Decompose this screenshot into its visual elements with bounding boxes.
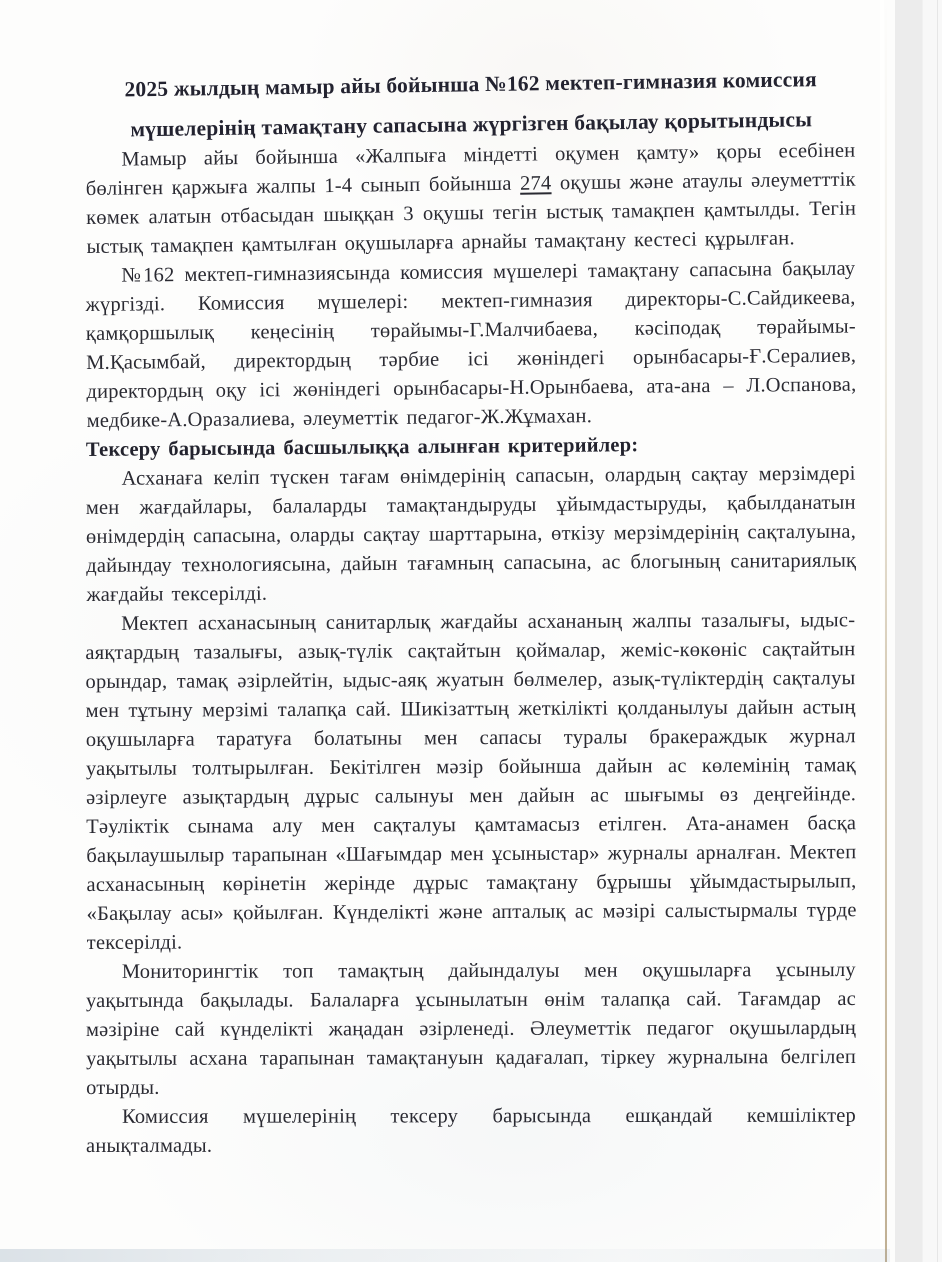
paragraph-monitoring: Мониторингтік топ тамақтың дайындалуы мен оқушыларға ұсынылу уақытында бақылады. Балаларға ұсынылатын өнім талапқа сай. Тағамдар ас мәзіріне сай күнделікті жаңадан әзірленеді. Әлеуметтік педагог оқушылардың уақытылы асхана тарапынан тамақтануын қадағалап, тіркеу журналына белгілеп отырды. — [85, 958, 857, 1099]
criteria-heading: Тексеру барысында басшылыққа алынған критерийлер: — [85, 434, 639, 461]
paragraph-conclusion: Комиссия мүшелерінің тексеру барысында ешқандай кемшіліктер анықталмады. — [86, 1104, 856, 1157]
scanner-right-strip — [922, 0, 942, 1262]
document-title — [84, 59, 857, 150]
paragraph-funding — [85, 137, 856, 262]
paragraph-canteen-condition: Мектеп асханасының санитарлық жағдайы асхананың жалпы тазалығы, ыдыс-аяқтардың тазалығы, азық-түлік сақтайтын қоймалар, жеміс-көкөніс сақтайтын орындар, тамақ әзірлейтін, ыдыс-аяқ жуатын бөлмелер, азық-түліктердің сақталуы мен тұтыну мерзімі талапқа сай. Шикізаттың жеткілікті қолданылуы дайын астың оқушыларға таратуға болатыны мен сапасы туралы бракераждык журнал уақытылы толтырылған. Бекітілген мәзір бойынша дайын ас көлемінің тамақ әзірлеуге азықтардың дұрыс салынуы мен дайын ас шығымы өз деңгейінде. Тәуліктік сынама алу мен сақталуы қамтамасыз етілген. Ата-анамен басқа бақылаушылыр тарапынан «Шағымдар мен ұсыныстар» журналы арналған. Мектеп асханасының көрінетін жерінде дұрыс тамақтану бұрышы ұйымдастырылып, «Бақылау асы» қойылған. Күнделікті және апталық ас мәзірі салыстырмалы түрде тексерілді. — [85, 609, 857, 954]
bottom-scan-shadow — [0, 1249, 890, 1262]
paragraph-funding-post: оқушы және атаулы әлеуметттік көмек алатын отбасыдан шыққан 3 оқушы тегін ыстық тамақпен қамтылды. Тегін ыстық тамақпен қамтылған оқушыларға арнайы тамақтану кестесі құрылған. — [86, 168, 857, 258]
page-fold-highlight — [880, 0, 884, 1262]
paragraph-commission-members: №162 мектеп-гимназиясында комиссия мүшелері тамақтану сапасына бақылау жүргізді. Комиссия мүшелері: мектеп-гимназия директоры-С.Сайдикеева, қамқоршылық кеңесінің төрайымы-Г.Малчибаева, кәсіподақ төрайымы-М.Қасымбай, директордың тәрбие ісі жөніндегі орынбасары-Ғ.Сералиев, директордың оқу ісі жөніндегі орынбасары-Н.Орынбаева, ата-ана – Л.Оспанова, медбике-А.Оразалиева, әлеуметтік педагог-Ж.Жұмахан. — [85, 257, 857, 432]
document-title-line1: 2025 жылдың мамыр айы бойынша №162 мектеп-гимназия комиссия — [124, 67, 818, 102]
paragraph-funding-pre: Мамыр айы бойынша «Жалпыға міндетті оқумен қамту» қоры есебінен бөлінген қаржыға жалпы 1-4 сынып бойынша — [85, 139, 856, 201]
page-edge-line — [885, 0, 887, 1262]
document-title-line2: мүшелерінің тамақтану сапасына жүргізген бақылау қорытындысы — [130, 107, 813, 142]
document-body — [85, 139, 857, 1161]
scanner-gray-band — [895, 0, 922, 1262]
paragraph-criteria-detail: Асханаға келіп түскен тағам өнімдерінің сапасын, олардың сақтау мерзімдері мен жағдайлары, балаларды тамақтандыруды ұйымдастыруды, қабылданатын өнімдердің сапасына, оларды сақтау шарттарына, өткізу мерзімдерінің сақталуына, дайындау технологиясына, дайын тағамның сапасына, ас блогының санитариялық жағдайы тексерілді. — [85, 462, 857, 606]
student-count-underlined: 274 — [519, 172, 552, 195]
scanner-right-faint-line — [937, 0, 938, 1262]
